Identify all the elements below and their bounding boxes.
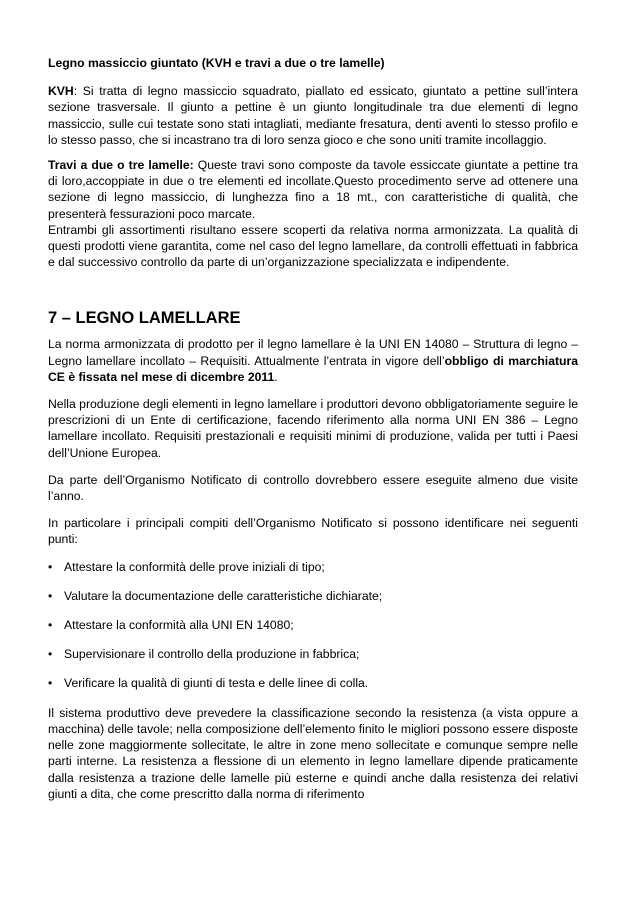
paragraph-produzione: Nella produzione degli elementi in legno lamellare i produttori devono obbligatoriamente seguire le prescrizioni di un Ente di certificazione, facendo riferimento alla norma UNI EN 386 – Legno lamellare incollato. Requisiti prestazionali e requisiti minimi di produzione, valida per tutti i Paesi dell’Unione Europea. — [48, 397, 578, 460]
kvh-text: : Si tratta di legno massiccio squadrato, piallato ed essicato, giuntato a pettine sull’intera sezione trasversale. Il giunto a pettine è un giunto longitudinale tra due elementi di legno massiccio, sulle cui testate sono stati intagliati, mediante fresatura, denti aventi lo stesso profilo e lo stesso passo, che si incastrano tra di loro senza gioco e che sono uniti tramite incollaggio. — [48, 84, 578, 147]
list-item: • Attestare la conformità delle prove iniziali di tipo; — [48, 559, 325, 574]
list-item: • Verificare la qualità di giunti di testa e delle linee di colla. — [48, 676, 369, 691]
bullet-icon: • — [48, 588, 53, 603]
bullet-icon: • — [48, 676, 53, 691]
paragraph-travi — [48, 157, 578, 222]
paragraph-visite: Da parte dell’Organismo Notificato di controllo dovrebbero essere eseguite almeno due visite l’anno. — [48, 472, 578, 504]
list-item: • Attestare la conformità alla UNI EN 14080; — [48, 618, 294, 633]
paragraph-sistema-produttivo: Il sistema produttivo deve prevedere la classificazione secondo la resistenza (a vista oppure a macchina) delle tavole; nella composizione dell’elemento finito le migliori possono essere disposte nelle zone maggiormente sollecitate, le altre in zone meno sollecitate e comunque sempre nelle parti interne. La resistenza a flessione di un elemento in legno lamellare dipende praticamente dalla resistenza a trazione delle lamelle più esterne e quindi anche dalla resistenza dei relativi giunti a dita, che come prescritto dalla norma di riferimento — [48, 705, 578, 801]
bullet-icon: • — [48, 618, 53, 633]
section-title-kvh: Legno massiccio giuntato (KVH e travi a due o tre lamelle) — [48, 56, 385, 70]
document-page — [48, 55, 578, 802]
paragraph-norma-armonizzata — [48, 336, 578, 385]
list-item: • Valutare la documentazione delle caratteristiche dichiarate; — [48, 588, 383, 603]
paragraph-assortimenti: Entrambi gli assortimenti risultano essere scoperti da relativa norma armonizzata. La qualità di questi prodotti viene garantita, come nel caso del legno lamellare, da controlli effettuati in fabbrica e dal successivo controllo da parte di un’organizzazione specializzata e indipendente. — [48, 222, 578, 270]
kvh-label: KVH — [48, 84, 74, 99]
list-item: • Supervisionare il controllo della produzione in fabbrica; — [48, 647, 360, 662]
bullet-icon: • — [48, 647, 53, 662]
p1-bold: obbligo di marchiatura CE è fissata nel mese di dicembre 2011 — [48, 353, 578, 384]
heading-legno-lamellare: 7 – LEGNO LAMELLARE — [48, 309, 241, 328]
travi-label: Travi a due o tre lamelle: — [48, 158, 194, 173]
bullet-list-compiti — [48, 559, 578, 692]
paragraph-kvh — [48, 83, 578, 148]
bullet-icon: • — [48, 559, 53, 574]
p1-end: . — [274, 369, 278, 384]
paragraph-compiti: In particolare i principali compiti dell’Organismo Notificato si possono identificare nei seguenti punti: — [48, 516, 578, 547]
p1-text: La norma armonizzata di prodotto per il legno lamellare è la UNI EN 14080 – Struttura di legno – Legno lamellare incollato – Requisiti. Attualmente l’entrata in vigore dell’ — [48, 337, 578, 368]
travi-text: Queste travi sono composte da tavole essiccate giuntate a pettine tra di loro,accoppiate in due o tre elementi ed incollate.Questo procedimento serve ad ottenere una sezione di legno massiccio, di lunghezza fino a 18 mt., con caratteristiche di qualità, che presenterà fessurazioni poco marcate. — [48, 158, 578, 221]
